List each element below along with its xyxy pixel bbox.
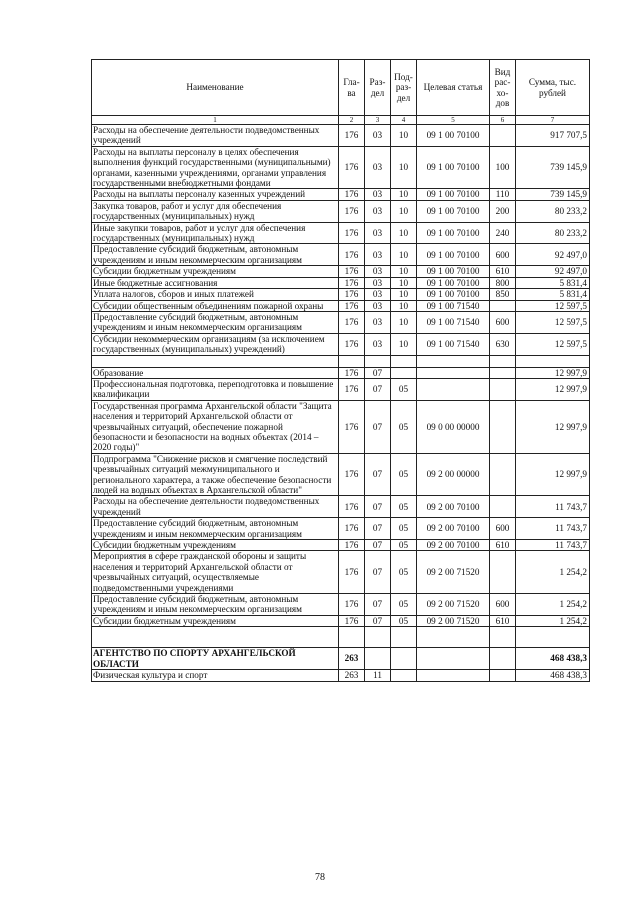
row-chapter: 176 [339,594,365,616]
row-chapter: 176 [339,367,365,378]
row-expense-type [490,670,516,681]
row-name: Предоставление субсидий бюджетным, автономным учреждениям и иным некоммерческим организациям [92,594,339,616]
table-row [92,615,590,626]
column-number: 7 [516,116,590,125]
row-section: 03 [365,311,391,333]
row-target: 09 1 00 71540 [417,311,490,333]
row-chapter: 176 [339,333,365,355]
budget-table [91,59,590,682]
row-name: Субсидии бюджетным учреждениям [92,540,339,551]
row-name: Субсидии бюджетным учреждениям [92,615,339,626]
row-target: 09 2 00 70100 [417,496,490,518]
header-row [92,60,590,116]
row-chapter: 176 [339,300,365,311]
row-section: 03 [365,244,391,266]
table-row [92,648,590,670]
row-subsection: 10 [391,200,417,222]
row-target [417,670,490,681]
row-name: Уплата налогов, сборов и иных платежей [92,289,339,300]
spacer-cell [339,355,365,367]
header-name: Наименование [92,60,339,116]
row-subsection: 10 [391,146,417,189]
row-amount: 739 145,9 [516,189,590,200]
row-section: 07 [365,453,391,496]
row-name: Образование [92,367,339,378]
row-subsection [391,670,417,681]
row-name: Мероприятия в сфере гражданской обороны и защиты населения и территорий Архангельской области от чрезвычайных ситуаций, осуществляемые подведомственными учреждениями [92,551,339,594]
row-subsection: 10 [391,266,417,277]
row-target: 09 2 00 70100 [417,518,490,540]
spacer-cell [391,355,417,367]
table-row [92,146,590,189]
row-expense-type [490,367,516,378]
row-chapter: 176 [339,244,365,266]
row-expense-type: 100 [490,146,516,189]
row-amount: 80 233,2 [516,200,590,222]
column-number-row [92,116,590,125]
column-number: 6 [490,116,516,125]
table-row [92,125,590,147]
table-row [92,453,590,496]
spacer-cell [365,355,391,367]
row-name: Профессиональная подготовка, переподготовка и повышение квалификации [92,378,339,400]
table-row [92,200,590,222]
row-amount: 468 438,3 [516,670,590,681]
row-subsection: 05 [391,496,417,518]
row-name: Предоставление субсидий бюджетным, автономным учреждениям и иным некоммерческим организациям [92,311,339,333]
row-expense-type [490,378,516,400]
spacer-cell [391,627,417,648]
row-section: 03 [365,146,391,189]
row-name: Расходы на выплаты персоналу казенных учреждений [92,189,339,200]
header-expense-type: Вид рас-хо-дов [490,60,516,116]
row-chapter: 176 [339,266,365,277]
row-amount: 12 597,5 [516,333,590,355]
row-target: 09 2 00 71520 [417,551,490,594]
spacer-row [92,627,590,648]
row-chapter: 176 [339,289,365,300]
header-chapter: Гла-ва [339,60,365,116]
spacer-cell [339,627,365,648]
row-name: Иные бюджетные ассигнования [92,277,339,288]
table-row [92,333,590,355]
row-amount: 1 254,2 [516,551,590,594]
row-target: 09 1 00 70100 [417,289,490,300]
spacer-cell [516,627,590,648]
row-expense-type: 610 [490,615,516,626]
row-target [417,648,490,670]
row-chapter: 176 [339,378,365,400]
row-name: Субсидии некоммерческим организациям (за исключением государственных (муниципальных) учреждений) [92,333,339,355]
table-row [92,367,590,378]
row-expense-type: 600 [490,244,516,266]
row-expense-type [490,551,516,594]
spacer-cell [92,627,339,648]
row-expense-type: 600 [490,518,516,540]
header-section: Раз-дел [365,60,391,116]
row-chapter: 176 [339,453,365,496]
row-amount: 11 743,7 [516,496,590,518]
row-expense-type: 110 [490,189,516,200]
row-name: Предоставление субсидий бюджетным, автономным учреждениям и иным некоммерческим организациям [92,518,339,540]
row-section: 07 [365,367,391,378]
row-expense-type: 200 [490,200,516,222]
row-chapter: 176 [339,189,365,200]
row-section: 11 [365,670,391,681]
row-section: 03 [365,289,391,300]
row-subsection: 05 [391,615,417,626]
table-row [92,277,590,288]
row-amount: 12 997,9 [516,400,590,453]
row-subsection: 05 [391,378,417,400]
row-subsection: 10 [391,125,417,147]
row-section: 07 [365,518,391,540]
row-target: 09 1 00 70100 [417,146,490,189]
row-chapter: 176 [339,146,365,189]
row-amount: 1 254,2 [516,594,590,616]
row-section: 07 [365,551,391,594]
table-row [92,266,590,277]
row-section: 03 [365,222,391,244]
row-section: 07 [365,496,391,518]
row-subsection: 10 [391,289,417,300]
row-expense-type: 800 [490,277,516,288]
table-row [92,551,590,594]
row-amount: 468 438,3 [516,648,590,670]
row-expense-type [490,300,516,311]
row-subsection: 10 [391,222,417,244]
page-number: 78 [315,872,325,883]
row-expense-type: 610 [490,540,516,551]
row-target: 09 1 00 70100 [417,125,490,147]
column-number: 2 [339,116,365,125]
row-expense-type [490,400,516,453]
spacer-cell [516,355,590,367]
row-expense-type [490,125,516,147]
row-chapter: 176 [339,496,365,518]
row-subsection: 05 [391,594,417,616]
row-subsection: 05 [391,400,417,453]
row-chapter: 176 [339,200,365,222]
header-subsection: Под-раз-дел [391,60,417,116]
row-name: Иные закупки товаров, работ и услуг для обеспечения государственных (муниципальных) нужд [92,222,339,244]
row-subsection: 10 [391,300,417,311]
row-section: 03 [365,277,391,288]
row-name: Государственная программа Архангельской области "Защита населения и территорий Архангельской области от чрезвычайных ситуаций, обеспечение пожарной безопасности и безопасности на водных объектах (2014 – 2020 годы)" [92,400,339,453]
row-chapter: 176 [339,615,365,626]
row-section: 03 [365,189,391,200]
row-subsection: 10 [391,277,417,288]
table-row [92,670,590,681]
row-expense-type: 610 [490,266,516,277]
row-name: АГЕНТСТВО ПО СПОРТУ АРХАНГЕЛЬСКОЙ ОБЛАСТИ [92,648,339,670]
column-number: 4 [391,116,417,125]
table-row [92,222,590,244]
row-target: 09 2 00 71520 [417,594,490,616]
table-row [92,311,590,333]
row-target: 09 1 00 71540 [417,333,490,355]
row-chapter: 176 [339,551,365,594]
row-subsection: 05 [391,453,417,496]
row-chapter: 176 [339,277,365,288]
row-amount: 92 497,0 [516,266,590,277]
row-name: Закупка товаров, работ и услуг для обеспечения государственных (муниципальных) нужд [92,200,339,222]
column-number: 5 [417,116,490,125]
row-subsection: 10 [391,189,417,200]
row-subsection [391,367,417,378]
row-target: 09 0 00 00000 [417,400,490,453]
row-amount: 12 597,5 [516,311,590,333]
column-number: 1 [92,116,339,125]
spacer-cell [92,355,339,367]
row-expense-type: 630 [490,333,516,355]
row-section: 07 [365,378,391,400]
row-name: Физическая культура и спорт [92,670,339,681]
row-target: 09 2 00 70100 [417,540,490,551]
row-amount: 917 707,5 [516,125,590,147]
column-number: 3 [365,116,391,125]
row-target: 09 1 00 70100 [417,244,490,266]
row-amount: 12 997,9 [516,367,590,378]
row-amount: 11 743,7 [516,518,590,540]
row-section: 07 [365,400,391,453]
table-row [92,289,590,300]
row-subsection: 05 [391,551,417,594]
row-chapter: 263 [339,648,365,670]
row-target: 09 1 00 70100 [417,189,490,200]
spacer-cell [417,355,490,367]
row-name: Субсидии общественным объединениям пожарной охраны [92,300,339,311]
row-expense-type [490,453,516,496]
table-row [92,594,590,616]
row-section: 03 [365,125,391,147]
row-name: Субсидии бюджетным учреждениям [92,266,339,277]
header-target: Целевая статья [417,60,490,116]
table-row [92,300,590,311]
row-chapter: 263 [339,670,365,681]
table-row [92,378,590,400]
row-subsection: 05 [391,540,417,551]
row-chapter: 176 [339,400,365,453]
budget-table-container [91,59,589,682]
row-section: 03 [365,333,391,355]
spacer-cell [490,355,516,367]
row-target: 09 1 00 70100 [417,222,490,244]
table-row [92,518,590,540]
row-name: Расходы на обеспечение деятельности подведомственных учреждений [92,125,339,147]
row-expense-type [490,496,516,518]
table-row [92,496,590,518]
row-chapter: 176 [339,125,365,147]
row-expense-type: 600 [490,594,516,616]
row-amount: 80 233,2 [516,222,590,244]
table-row [92,540,590,551]
row-name: Предоставление субсидий бюджетным, автономным учреждениям и иным некоммерческим организациям [92,244,339,266]
row-expense-type: 850 [490,289,516,300]
row-target: 09 1 00 70100 [417,200,490,222]
spacer-row [92,355,590,367]
table-row [92,189,590,200]
row-section: 07 [365,540,391,551]
row-chapter: 176 [339,518,365,540]
row-chapter: 176 [339,222,365,244]
row-name: Расходы на выплаты персоналу в целях обеспечения выполнения функций государственными (муниципальными) органами, казенными учреждениями, органами управления государственными внебюджетными фондами [92,146,339,189]
row-subsection: 05 [391,518,417,540]
spacer-cell [417,627,490,648]
row-name: Подпрограмма "Снижение рисков и смягчение последствий чрезвычайных ситуаций межмуниципального и регионального характера, а также обеспечение безопасности людей на водных объектах в Архангельской области" [92,453,339,496]
row-section: 03 [365,300,391,311]
row-target: 09 1 00 71540 [417,300,490,311]
table-row [92,400,590,453]
row-amount: 11 743,7 [516,540,590,551]
row-amount: 12 597,5 [516,300,590,311]
row-target [417,378,490,400]
row-chapter: 176 [339,540,365,551]
header-amount: Сумма, тыс. рублей [516,60,590,116]
row-expense-type [490,648,516,670]
row-section: 03 [365,266,391,277]
spacer-cell [490,627,516,648]
row-target: 09 2 00 00000 [417,453,490,496]
row-amount: 92 497,0 [516,244,590,266]
row-target [417,367,490,378]
row-name: Расходы на обеспечение деятельности подведомственных учреждений [92,496,339,518]
row-subsection: 10 [391,333,417,355]
row-chapter: 176 [339,311,365,333]
row-section: 03 [365,200,391,222]
row-section: 07 [365,615,391,626]
row-subsection [391,648,417,670]
row-section: 07 [365,594,391,616]
row-amount: 12 997,9 [516,453,590,496]
row-target: 09 1 00 70100 [417,266,490,277]
row-expense-type: 240 [490,222,516,244]
row-subsection: 10 [391,311,417,333]
row-amount: 12 997,9 [516,378,590,400]
row-expense-type: 600 [490,311,516,333]
row-section [365,648,391,670]
row-target: 09 1 00 70100 [417,277,490,288]
row-subsection: 10 [391,244,417,266]
row-amount: 5 831,4 [516,277,590,288]
row-amount: 5 831,4 [516,289,590,300]
row-amount: 1 254,2 [516,615,590,626]
row-target: 09 2 00 71520 [417,615,490,626]
spacer-cell [365,627,391,648]
table-row [92,244,590,266]
row-amount: 739 145,9 [516,146,590,189]
